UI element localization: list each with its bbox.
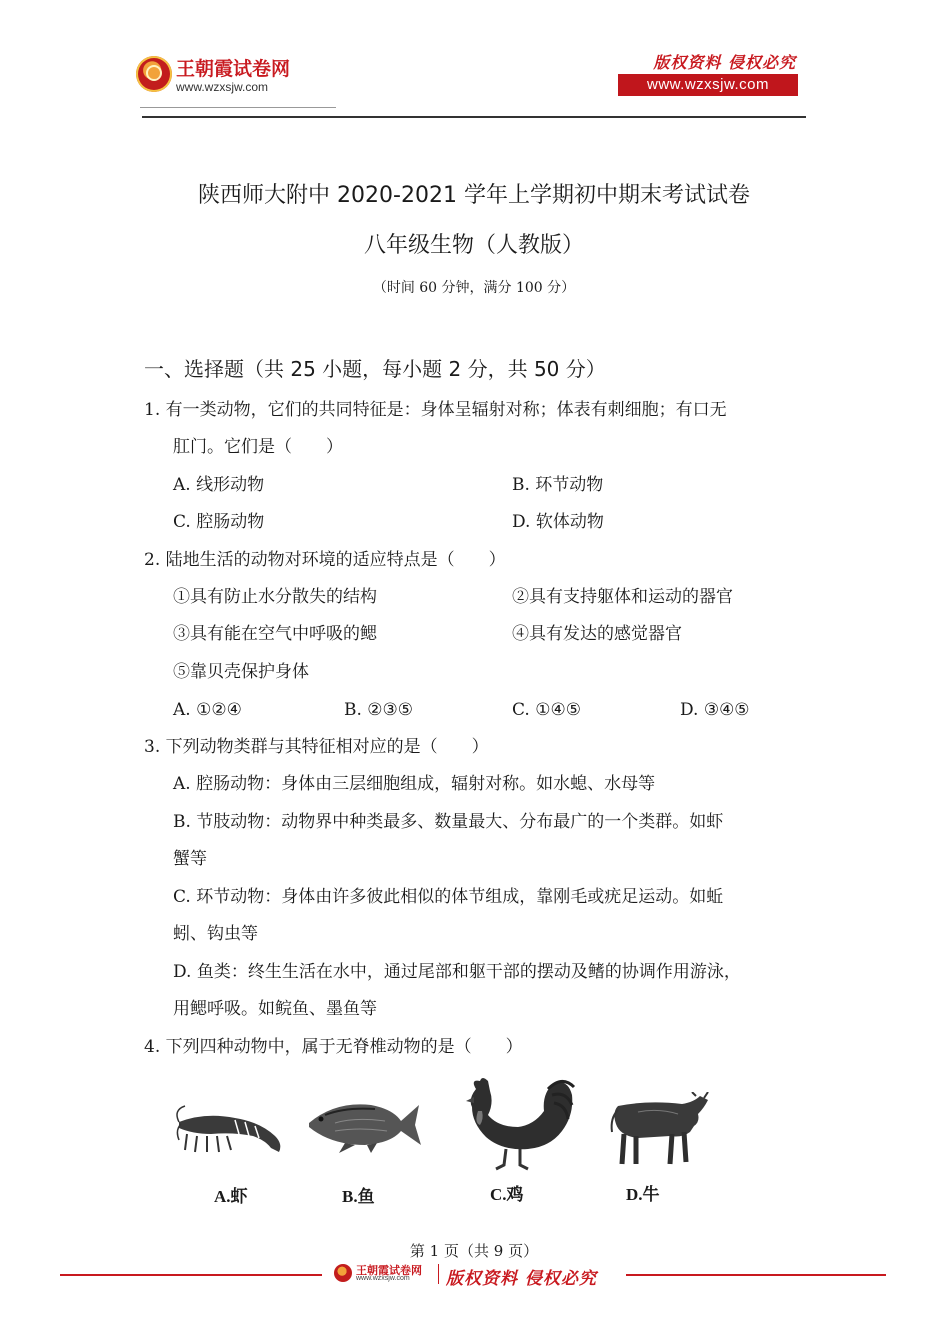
header-divider xyxy=(142,116,806,118)
q3-option-d-line2: 用鳃呼吸。如鲩鱼、墨鱼等 xyxy=(173,999,377,1019)
q3-option-b-line2: 蟹等 xyxy=(173,849,207,869)
q2-option-c: C. ①④⑤ xyxy=(512,700,581,720)
rooster-figure xyxy=(458,1075,576,1173)
q1-stem-line2: 肛门。它们是（ ） xyxy=(173,437,343,457)
copyright-notice: 版权资料 侵权必究 xyxy=(653,53,796,72)
q2-statement-4: ④具有发达的感觉器官 xyxy=(512,624,682,644)
q3-stem: 3. 下列动物类群与其特征相对应的是（ ） xyxy=(144,737,489,757)
q2-option-a: A. ①②④ xyxy=(173,700,242,720)
footer-rule-left xyxy=(60,1274,322,1276)
logo-name: 王朝霞试卷网 xyxy=(176,58,291,80)
q1-stem-line1: 1. 有一类动物，它们的共同特征是：身体呈辐射对称；体表有刺细胞；有口无 xyxy=(144,400,727,420)
shrimp-figure xyxy=(175,1100,287,1160)
footer-logo-name: 王朝霞试卷网 xyxy=(356,1264,422,1277)
section-heading: 一、选择题（共 25 小题，每小题 2 分，共 50 分） xyxy=(144,357,606,381)
q2-option-b: B. ②③⑤ xyxy=(344,700,414,720)
footer-separator xyxy=(438,1264,439,1284)
footer-rule-right xyxy=(626,1274,886,1276)
logo-url: www.wzxsjw.com xyxy=(176,80,269,94)
exam-info: （时间 60 分钟，满分 100 分） xyxy=(372,280,576,296)
footer-logo-url: www.wzxsjw.com xyxy=(356,1275,410,1282)
q2-statement-2: ②具有支持躯体和运动的器官 xyxy=(512,587,733,607)
q1-option-d: D. 软体动物 xyxy=(512,512,604,532)
page-number: 第 1 页（共 9 页） xyxy=(409,1242,539,1260)
q2-stem: 2. 陆地生活的动物对环境的适应特点是（ ） xyxy=(144,550,506,570)
figure-label-d: D.牛 xyxy=(626,1185,660,1204)
figure-label-a: A.虾 xyxy=(214,1187,248,1206)
q3-option-d-line1: D. 鱼类：终生生活在水中，通过尾部和躯干部的摆动及鳍的协调作用游泳， xyxy=(173,962,741,982)
q3-option-a: A. 腔肠动物：身体由三层细胞组成，辐射对称。如水螅、水母等 xyxy=(173,774,656,794)
header-copyright-block xyxy=(618,50,802,98)
q2-option-d: D. ③④⑤ xyxy=(680,700,750,720)
figure-label-b: B.鱼 xyxy=(342,1187,375,1206)
fish-figure xyxy=(305,1095,425,1155)
footer-seal-icon xyxy=(334,1264,352,1282)
site-logo xyxy=(136,54,336,108)
q4-stem: 4. 下列四种动物中，属于无脊椎动物的是（ ） xyxy=(144,1037,523,1057)
q2-statement-3: ③具有能在空气中呼吸的鳃 xyxy=(173,624,377,644)
footer-copyright: 版权资料 侵权必究 xyxy=(446,1269,597,1289)
q1-option-b: B. 环节动物 xyxy=(512,475,604,495)
site-url-banner: www.wzxsjw.com xyxy=(618,74,798,96)
q2-statement-5: ⑤靠贝壳保护身体 xyxy=(173,662,309,682)
exam-title: 陕西师大附中 2020-2021 学年上学期初中期末考试试卷 xyxy=(198,183,750,208)
q3-option-c-line1: C. 环节动物：身体由许多彼此相似的体节组成，靠刚毛或疣足运动。如蚯 xyxy=(173,887,724,907)
q3-option-c-line2: 蚓、钩虫等 xyxy=(173,924,258,944)
cow-figure xyxy=(608,1092,710,1170)
q3-option-b-line1: B. 节肢动物：动物界中种类最多、数量最大、分布最广的一个类群。如虾 xyxy=(173,812,724,832)
q2-statement-1: ①具有防止水分散失的结构 xyxy=(173,587,377,607)
q1-option-c: C. 腔肠动物 xyxy=(173,512,265,532)
logo-underline xyxy=(140,107,336,108)
footer-logo xyxy=(334,1262,624,1288)
seal-icon xyxy=(136,56,172,92)
exam-subtitle: 八年级生物（人教版） xyxy=(363,233,584,258)
q1-option-a: A. 线形动物 xyxy=(173,475,265,495)
figure-label-c: C.鸡 xyxy=(490,1185,524,1204)
